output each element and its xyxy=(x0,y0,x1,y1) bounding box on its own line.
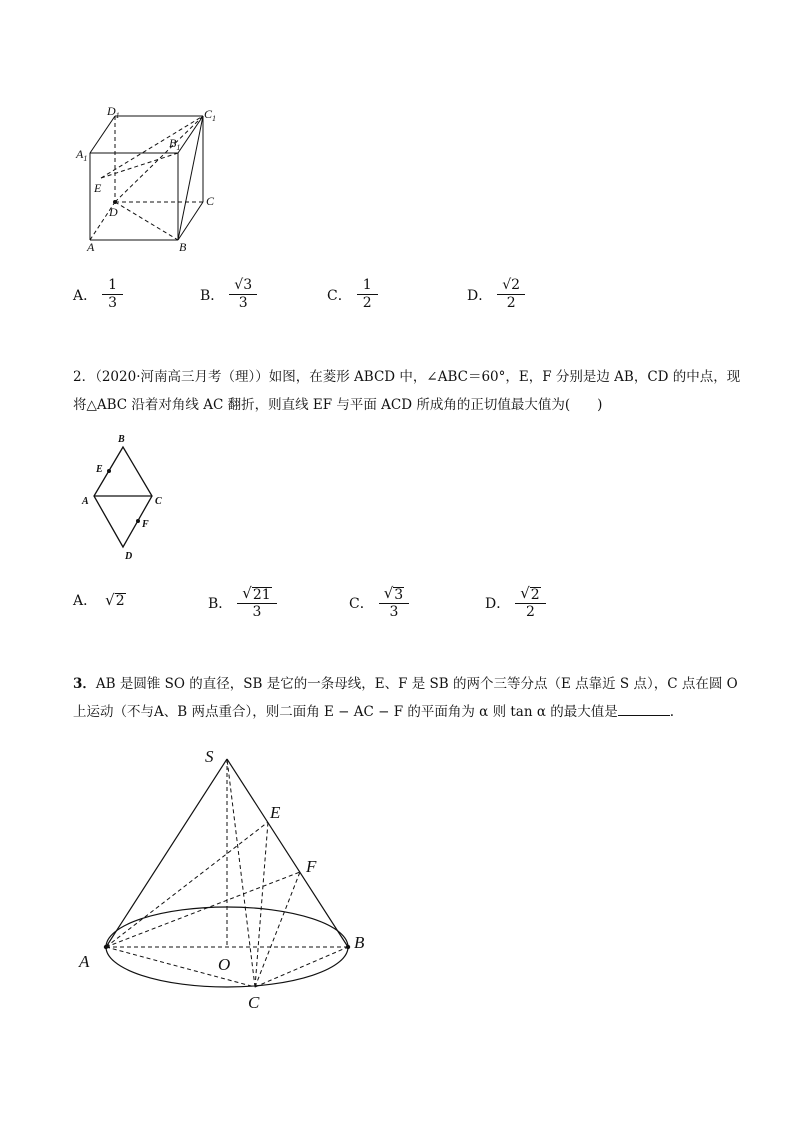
label-c1: $C_1$ xyxy=(204,107,217,123)
label-f: F xyxy=(306,857,317,876)
fraction: $\frac{1}{3}$ xyxy=(105,277,120,312)
label-d: D xyxy=(125,551,133,562)
label-d: D xyxy=(109,205,118,219)
fraction: $\frac{√3}{3}$ xyxy=(232,277,254,312)
fraction: √ 3 3 xyxy=(382,585,406,621)
fraction: √ 2 2 xyxy=(518,585,542,621)
label-c: C xyxy=(155,496,162,507)
q2-option-b: B． √ 21 3 xyxy=(208,585,274,621)
q2-line1: 2．（2020·河南高三月考（理））如图，在菱形 ABCD 中，∠ABC＝60°，E，F 分别是边 AB，CD 的中点，现 xyxy=(73,369,741,385)
label-a: A xyxy=(82,496,89,507)
fraction: $\frac{√2}{2}$ xyxy=(500,277,522,312)
label-a: A xyxy=(87,240,95,254)
label-a: A xyxy=(79,952,90,971)
label-e: E xyxy=(94,181,102,195)
q3-line2: 上运动（不与A、B 两点重合），则二面角 E − AC − F 的平面角为 α 则 tan α 的最大值是 . xyxy=(73,698,753,726)
label-a1: $A_1$ xyxy=(76,147,88,163)
sqrt: √ 2 xyxy=(105,591,125,609)
q2-option-a: A． √ 2 xyxy=(73,591,125,609)
label-e: E xyxy=(96,464,103,475)
q1-option-a: A． $\frac{1}{3}$ xyxy=(73,277,120,312)
label-c: C xyxy=(248,993,260,1012)
q1-option-d: D． $\frac{√2}{2}$ xyxy=(467,277,522,312)
label-b: B xyxy=(179,240,187,254)
label-d1: $D_1$ xyxy=(107,104,120,120)
q2-line2: 将△ABC 沿着对角线 AC 翻折，则直线 EF 与平面 ACD 所成角的正切值最大值为( ) xyxy=(73,397,603,413)
label-f: F xyxy=(142,519,149,530)
point-a xyxy=(104,945,108,949)
label-e: E xyxy=(270,803,281,822)
label-b1: $B_1$ xyxy=(169,136,181,152)
label-c: C xyxy=(206,194,215,208)
point-b xyxy=(346,945,350,949)
q3-line1: 3．AB 是圆锥 SO 的直径，SB 是它的一条母线，E、F 是 SB 的两个三等分点（E 点靠近 S 点），C 点在圆 O xyxy=(73,676,738,692)
q1-option-b: B． $\frac{√3}{3}$ xyxy=(200,277,254,312)
fraction: √ 21 3 xyxy=(240,585,273,621)
label-b: B xyxy=(118,434,125,445)
label-b: B xyxy=(354,933,365,952)
q2-option-c: C． √ 3 3 xyxy=(349,585,406,621)
q2-option-d: D． √ 2 2 xyxy=(485,585,543,621)
fraction: $\frac{1}{2}$ xyxy=(360,277,375,312)
q1-option-c: C． $\frac{1}{2}$ xyxy=(327,277,375,312)
label-o: O xyxy=(218,955,231,974)
label-s: S xyxy=(205,747,214,766)
